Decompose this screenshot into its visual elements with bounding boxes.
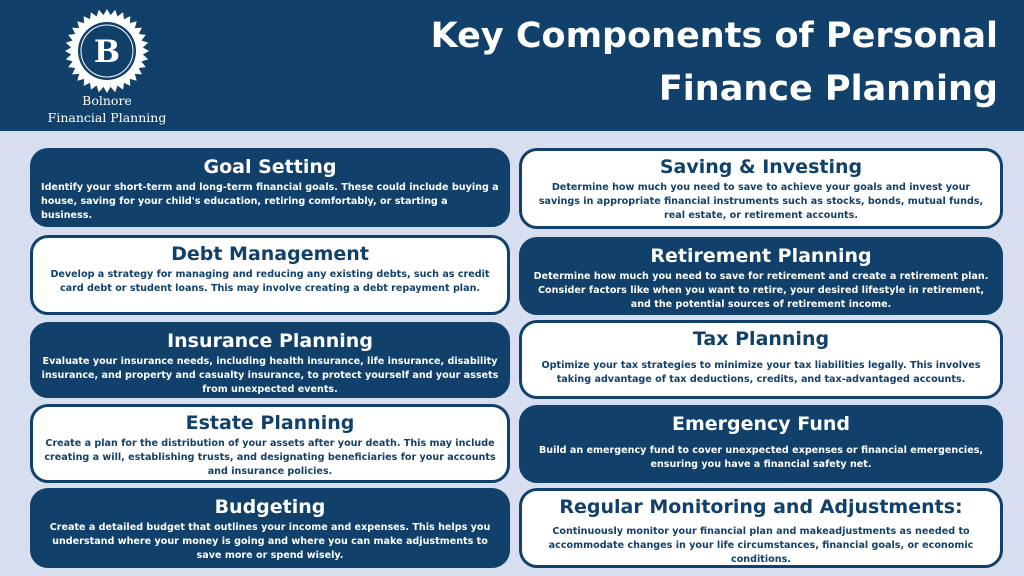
card-retirement-planning — [519, 237, 1003, 315]
card-budgeting — [30, 488, 510, 568]
logo-badge-icon — [64, 8, 150, 94]
card-emergency-fund — [519, 405, 1003, 483]
card-estate-planning — [30, 404, 510, 483]
card-description: Build an emergency fund to cover unexpected expenses or financial emergencies, ensuring you have a financial safety net. — [538, 445, 984, 470]
card-description: Optimize your tax strategies to minimize your tax liabilities legally. This involves taking advantage of tax deductions, credits, and tax-advantaged accounts. — [541, 360, 981, 385]
card-description: Create a detailed budget that outlines your income and expenses. This helps you understand where your money is going and where you can make adjustments to save more or spend wisely. — [49, 522, 491, 561]
card-description: Evaluate your insurance needs, including health insurance, life insurance, disability insurance, and property and casualty insurance, to protect yourself and your assets from unexpected events. — [41, 356, 499, 395]
card-title: Saving & Investing — [659, 156, 863, 178]
header-banner — [0, 0, 1024, 131]
page-title-line2: Finance Planning — [658, 69, 998, 109]
card-title: Debt Management — [171, 243, 369, 265]
card-description: Identify your short-term and long-term financial goals. These could include buying a house, saving for your child's education, retiring comfortably, or starting a business. — [41, 182, 499, 221]
card-title: Goal Setting — [203, 156, 337, 178]
page-title — [358, 10, 998, 116]
card-title: Regular Monitoring and Adjustments: — [559, 496, 963, 518]
card-title: Emergency Fund — [672, 413, 850, 435]
card-tax-planning — [519, 320, 1003, 399]
card-regular-monitoring — [519, 488, 1003, 568]
card-goal-setting — [30, 148, 510, 227]
brand-name — [40, 92, 174, 126]
card-description: Determine how much you need to save for retirement and create a retirement plan. Consider factors like when you want to retire, your desired lifestyle in retirement, and the potential sources of retirement income. — [533, 271, 989, 310]
card-description: Create a plan for the distribution of your assets after your death. This may include creating a will, establishing trusts, and designating beneficiaries for your accounts and insurance policies. — [44, 438, 496, 477]
card-description: Continuously monitor your financial plan and makeadjustments as needed to accommodate changes in your life circumstances, financial goals, or economic conditions. — [548, 526, 974, 565]
card-debt-management — [30, 235, 510, 315]
card-insurance-planning — [30, 322, 510, 398]
page-title-line1: Key Components of Personal — [430, 16, 998, 56]
logo-letter: B — [93, 34, 121, 70]
card-title: Insurance Planning — [167, 330, 373, 352]
card-title: Tax Planning — [692, 328, 830, 350]
card-title: Estate Planning — [185, 412, 355, 434]
brand-name-line2: Financial Planning — [47, 110, 167, 125]
card-saving-investing — [519, 148, 1003, 229]
card-description: Determine how much you need to save to achieve your goals and invest your savings in appropriate financial instruments such as stocks, bonds, mutual funds, real estate, or retirement accounts. — [538, 182, 984, 221]
card-title: Budgeting — [214, 496, 326, 518]
brand-name-line1: Bolnore — [82, 93, 132, 108]
card-description: Develop a strategy for managing and reducing any existing debts, such as credit card debt or student loans. This may involve creating a debt repayment plan. — [50, 269, 490, 294]
card-title: Retirement Planning — [650, 245, 872, 267]
